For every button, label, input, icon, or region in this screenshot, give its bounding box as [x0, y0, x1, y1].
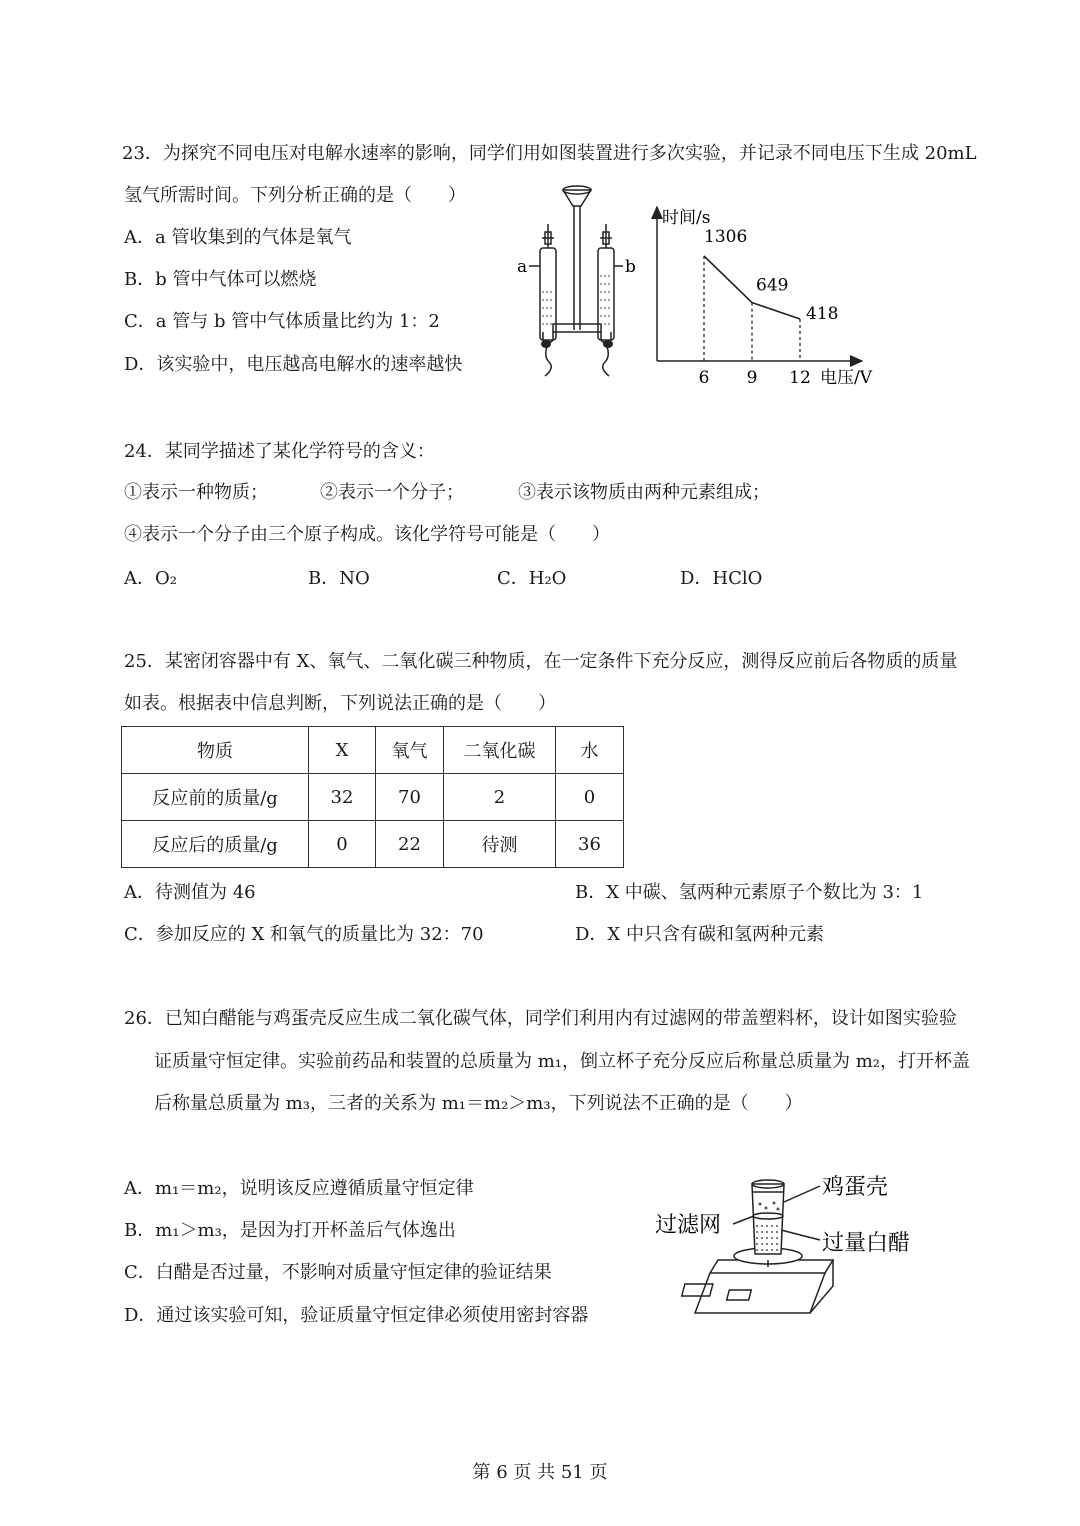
table-cell: 反应前的质量/g — [122, 774, 309, 821]
q23-option-b: B．b 管中气体可以燃烧 — [124, 269, 317, 290]
data-label: 1306 — [704, 227, 748, 247]
tube-a-label: a — [517, 257, 528, 277]
table-cell: 氧气 — [376, 727, 444, 774]
page-footer: 第 6 页 共 51 页 — [472, 1462, 608, 1483]
q25-option-d: D．X 中只含有碳和氢两种元素 — [575, 924, 824, 945]
table-cell: 0 — [556, 774, 624, 821]
q23-stem-line1: 23．为探究不同电压对电解水速率的影响，同学们用如图装置进行多次实验，并记录不同电压下生成 20mL — [122, 143, 977, 164]
q24-option-b: B．NO — [308, 568, 370, 589]
electrolysis-apparatus — [515, 180, 640, 385]
table-cell: 反应后的质量/g — [122, 821, 309, 868]
table-cell: 22 — [376, 821, 444, 868]
table-cell: 70 — [376, 774, 444, 821]
table-cell: 2 — [444, 774, 556, 821]
table-cell: 待测 — [444, 821, 556, 868]
x-tick-label: 9 — [746, 368, 758, 388]
q25-option-b: B．X 中碳、氢两种元素原子个数比为 3：1 — [575, 882, 924, 903]
q23-option-a: A．a 管收集到的气体是氧气 — [124, 227, 352, 248]
y-axis-label: 时间/s — [662, 208, 711, 228]
voltage-time-chart — [640, 195, 890, 395]
x-axis-label: 电压/V — [820, 368, 873, 388]
x-tick-label: 6 — [698, 368, 710, 388]
q24-option-d: D．HClO — [680, 568, 763, 589]
q24-stem: 24．某同学描述了某化学符号的含义： — [124, 441, 435, 462]
q25-option-c: C．参加反应的 X 和氧气的质量比为 32：70 — [124, 924, 484, 945]
q24-item-3: ③表示该物质由两种元素组成； — [518, 482, 770, 503]
table-cell: 二氧化碳 — [444, 727, 556, 774]
q25-option-a: A．待测值为 46 — [124, 882, 256, 903]
q24-option-a: A．O₂ — [124, 568, 177, 589]
table-row — [122, 774, 624, 821]
table-cell: 32 — [309, 774, 376, 821]
table-row — [122, 821, 624, 868]
balance-cup-figure — [650, 1168, 935, 1318]
tube-b-label: b — [625, 257, 636, 277]
q26-stem-line2: 证质量守恒定律。实验前药品和装置的总质量为 m₁，倒立杯子充分反应后称量总质量为 m₂，打开杯盖 — [154, 1051, 971, 1072]
data-label: 418 — [806, 304, 839, 324]
table-cell: 0 — [309, 821, 376, 868]
q23-option-d: D．该实验中，电压越高电解水的速率越快 — [124, 354, 463, 375]
q23-option-c: C．a 管与 b 管中气体质量比约为 1：2 — [124, 311, 440, 332]
q26-option-b: B．m₁＞m₃，是因为打开杯盖后气体逸出 — [124, 1220, 456, 1241]
filter-label: 过滤网 — [655, 1213, 722, 1238]
q26-stem-line1: 26．已知白醋能与鸡蛋壳反应生成二氧化碳气体，同学们利用内有过滤网的带盖塑料杯，设计如图实验验 — [124, 1008, 957, 1029]
table-cell: 物质 — [122, 727, 309, 774]
q26-option-d: D．通过该实验可知，验证质量守恒定律必须使用密封容器 — [124, 1305, 589, 1326]
q26-stem-line3: 后称量总质量为 m₃，三者的关系为 m₁＝m₂＞m₃，下列说法不正确的是（ ） — [154, 1093, 803, 1114]
vinegar-label: 过量白醋 — [822, 1231, 911, 1256]
table-header-row — [122, 727, 624, 774]
x-tick-label: 12 — [789, 368, 811, 388]
mass-table — [121, 726, 624, 868]
q24-item-2: ②表示一个分子； — [320, 482, 464, 503]
q26-option-c: C．白醋是否过量，不影响对质量守恒定律的验证结果 — [124, 1262, 552, 1283]
q25-stem-line2: 如表。根据表中信息判断，下列说法正确的是（ ） — [124, 693, 556, 714]
q23-stem-line2: 氢气所需时间。下列分析正确的是（ ） — [124, 185, 466, 206]
table-cell: 水 — [556, 727, 624, 774]
table-cell: 36 — [556, 821, 624, 868]
q24-option-c: C．H₂O — [497, 568, 567, 589]
q26-option-a: A．m₁＝m₂，说明该反应遵循质量守恒定律 — [124, 1178, 474, 1199]
table-cell: X — [309, 727, 376, 774]
data-label: 649 — [756, 275, 789, 296]
q25-stem-line1: 25．某密闭容器中有 X、氧气、二氧化碳三种物质，在一定条件下充分反应，测得反应前后各物质的质量 — [124, 651, 958, 672]
eggshell-label: 鸡蛋壳 — [822, 1175, 889, 1200]
q24-item-1: ①表示一种物质； — [124, 482, 268, 503]
q24-item-4: ④表示一个分子由三个原子构成。该化学符号可能是（ ） — [124, 524, 610, 545]
